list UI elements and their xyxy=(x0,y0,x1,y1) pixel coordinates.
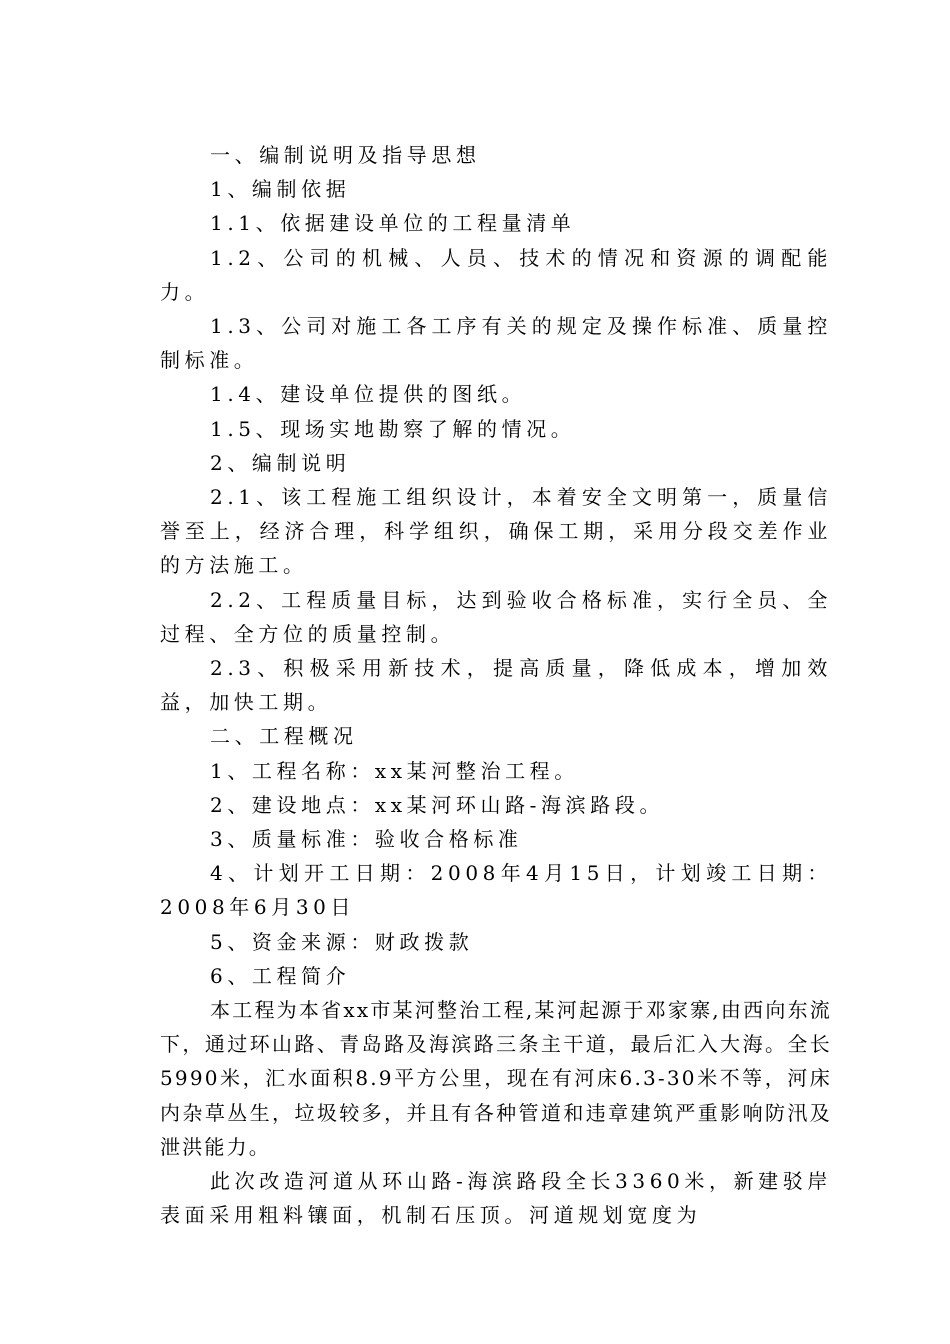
list-item-2-1: 2.1、该工程施工组织设计，本着安全文明第一，质量信誉至上，经济合理，科学组织，确保工期，采用分段交差作业的方法施工。 xyxy=(160,485,832,578)
renovation-paragraph: 此次改造河道从环山路-海滨路段全长3360米，新建驳岸表面采用粗料镶面，机制石压顶。河道规划宽度为 xyxy=(160,1169,832,1228)
section-heading-2: 二、工程概况 xyxy=(210,724,358,749)
subsection-heading-description: 2、编制说明 xyxy=(210,450,351,475)
funding-source: 5、资金来源：财政拨款 xyxy=(210,929,474,954)
list-item-1-5: 1.5、现场实地勘察了解的情况。 xyxy=(210,416,576,441)
document-body xyxy=(160,138,832,1233)
section-heading-1: 一、编制说明及指导思想 xyxy=(210,143,481,167)
list-item-2-3: 2.3、积极采用新技术，提高质量，降低成本，增加效益，加快工期。 xyxy=(160,656,832,715)
list-item-1-2: 1.2、公司的机械、人员、技术的情况和资源的调配能力。 xyxy=(160,245,832,304)
list-item-1-1: 1.1、依据建设单位的工程量清单 xyxy=(210,211,576,236)
subsection-heading-basis: 1、编制依据 xyxy=(210,177,351,202)
project-intro-paragraph: 本工程为本省xx市某河整治工程,某河起源于邓家寨,由西向东流下，通过环山路、青岛路及海滨路三条主干道，最后汇入大海。全长5990米，汇水面积8.9平方公里，现在有河床6.3-30米不等，河床内杂草丛生，垃圾较多，并且有各种管道和违章建筑严重影响防汛及泄洪能力。 xyxy=(160,998,832,1159)
list-item-1-3: 1.3、公司对施工各工序有关的规定及操作标准、质量控制标准。 xyxy=(160,314,832,373)
project-location: 2、建设地点：xx某河环山路-海滨路段。 xyxy=(210,792,665,817)
project-schedule: 4、计划开工日期：2008年4月15日，计划竣工日期：2008年6月30日 xyxy=(160,861,832,920)
quality-standard: 3、质量标准：验收合格标准 xyxy=(210,827,523,852)
project-name: 1、工程名称：xx某河整治工程。 xyxy=(210,758,579,783)
list-item-2-2: 2.2、工程质量目标，达到验收合格标准，实行全员、全过程、全方位的质量控制。 xyxy=(160,587,832,646)
list-item-1-4: 1.4、建设单位提供的图纸。 xyxy=(210,382,527,407)
project-intro-heading: 6、工程简介 xyxy=(210,963,351,988)
